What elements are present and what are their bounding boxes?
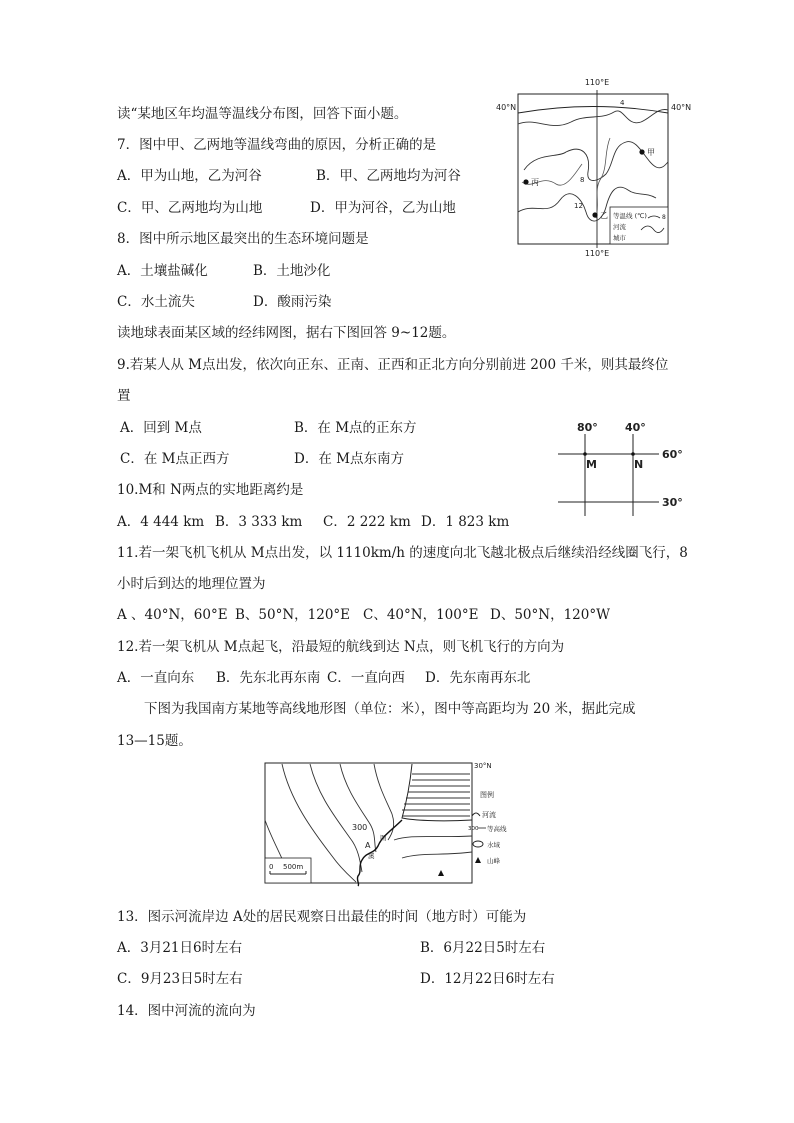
lat-label-30n: 30°N — [474, 762, 492, 770]
legend-river-label: 河流 — [482, 811, 496, 819]
river-central — [596, 138, 610, 218]
label-xi: 溪 — [368, 852, 375, 860]
lon-label-bottom: 110°E — [584, 249, 610, 258]
q9-option-c[interactable]: C．在 M点正西方 — [120, 451, 230, 467]
legend-city-label: 城市 — [613, 234, 626, 242]
lat-label-left: 40°N — [496, 103, 517, 112]
iso-label-8: 8 — [580, 176, 585, 184]
q11-option-a[interactable]: A 、40°N，60°E — [117, 607, 228, 623]
city-yi-dot — [592, 212, 597, 217]
city-jia-label: 甲 — [647, 148, 655, 157]
q10-option-a[interactable]: A．4 444 km — [117, 514, 205, 530]
iso-label-12: 12 — [574, 202, 583, 210]
q8-option-a[interactable]: A．土壤盐碱化 — [117, 263, 208, 279]
q9-option-b[interactable]: B．在 M点的正东方 — [294, 420, 417, 436]
lon-label-40: 40° — [625, 421, 646, 434]
isotherm-map — [496, 72, 692, 262]
isotherm-4 — [518, 109, 668, 125]
city-jia-dot — [639, 149, 644, 154]
legend-title: 图例 — [480, 791, 494, 799]
legend-contour-label: 等高线 — [487, 825, 507, 833]
contour-label-300: 300 — [352, 823, 368, 832]
intro-reading-3-line2: 13—15题。 — [117, 733, 192, 749]
intro-reading-2: 读地球表面某区域的经纬网图，据右下图回答 9~12题。 — [117, 325, 456, 341]
scale-zero: 0 — [269, 863, 274, 871]
q11-option-c[interactable]: C、40°N，100°E — [363, 607, 479, 623]
q7-stem: 7．图中甲、乙两地等温线弯曲的原因，分析正确的是 — [117, 137, 437, 153]
city-bing-dot — [523, 179, 528, 184]
q13-option-a[interactable]: A．3月21日6时左右 — [117, 940, 243, 956]
legend-water-label: 水域 — [487, 841, 500, 849]
label-tu: 图 — [380, 834, 387, 842]
q10-option-d[interactable]: D．1 823 km — [421, 514, 510, 530]
city-bing-label: 丙 — [531, 178, 539, 187]
q11-stem-line2: 小时后到达的地理位置为 — [117, 576, 266, 592]
q9-stem-line2: 置 — [117, 388, 131, 404]
lon-label-top: 110°E — [584, 78, 610, 87]
q7-option-c[interactable]: C．甲、乙两地均为山地 — [117, 200, 263, 216]
lat-label-30: 30° — [662, 496, 683, 509]
latitude-40n-line — [518, 107, 668, 114]
legend-peak-label: 山峰 — [487, 857, 500, 865]
intro-reading-1: 读“某地区年均温等温线分布图，回答下面小题。 — [117, 106, 408, 122]
q13-stem: 13．图示河流岸边 A处的居民观察日出最佳的时间（地方时）可能为 — [117, 909, 527, 925]
point-m-dot — [583, 452, 587, 456]
q8-option-c[interactable]: C．水土流失 — [117, 294, 195, 310]
q7-option-d[interactable]: D．甲为河谷，乙为山地 — [310, 200, 456, 216]
q13-option-b[interactable]: B．6月22日5时左右 — [420, 940, 546, 956]
q10-stem: 10.M和 N两点的实地距离约是 — [117, 482, 304, 498]
legend-peak-symbol — [475, 857, 481, 863]
q12-option-d[interactable]: D．先东南再东北 — [425, 670, 531, 686]
point-m-label: M — [586, 458, 597, 471]
legend-river-label: 河流 — [613, 223, 626, 231]
q12-option-b[interactable]: B．先东北再东南 — [216, 670, 321, 686]
legend-isotherm-sample: 8 — [662, 214, 666, 221]
q12-option-a[interactable]: A．一直向东 — [117, 670, 195, 686]
legend-river-symbol — [472, 813, 480, 816]
point-n-label: N — [634, 458, 644, 471]
q7-option-a[interactable]: A．甲为山地，乙为河谷 — [117, 168, 262, 184]
q7-option-b[interactable]: B．甲、乙两地均为河谷 — [316, 168, 461, 184]
q8-stem: 8．图中所示地区最突出的生态环境问题是 — [117, 231, 369, 247]
q11-stem-line1: 11.若一架飞机飞机从 M点出发，以 1110km/h 的速度向北飞越北极点后继续沿经线圈飞行，8 — [117, 545, 688, 561]
q8-option-d[interactable]: D．酸雨污染 — [253, 294, 332, 310]
q13-option-d[interactable]: D．12月22日6时左右 — [420, 971, 555, 987]
q10-option-b[interactable]: B．3 333 km — [215, 514, 303, 530]
legend-contour-sample: 300 — [468, 826, 479, 832]
q13-option-c[interactable]: C．9月23日5时左右 — [117, 971, 243, 987]
point-a-label: A — [365, 841, 371, 850]
q9-stem-line1: 9.若某人从 M点出发，依次向正东、正南、正西和正北方向分别前进 200 千米，则其最终位 — [117, 357, 669, 373]
intro-reading-3-line1: 下图为我国南方某地等高线地形图（单位：米），图中等高距均为 20 米，据此完成 — [144, 701, 636, 717]
water-body-hatch — [402, 774, 470, 816]
q9-option-d[interactable]: D．在 M点东南方 — [294, 451, 404, 467]
graticule-map — [553, 420, 693, 520]
scale-500: 500m — [283, 863, 304, 871]
contour-map — [262, 760, 507, 886]
q8-option-b[interactable]: B．土地沙化 — [253, 263, 331, 279]
q10-option-c[interactable]: C．2 222 km — [323, 514, 411, 530]
q11-option-d[interactable]: D、50°N，120°W — [490, 607, 610, 623]
mountain-peak-symbol — [438, 870, 444, 876]
city-yi-label: 乙 — [600, 211, 608, 220]
point-n-dot — [631, 452, 635, 456]
legend-water-symbol — [473, 841, 483, 847]
lon-label-80: 80° — [577, 421, 598, 434]
lat-label-right: 40°N — [671, 103, 692, 112]
q14-stem: 14．图中河流的流向为 — [117, 1003, 256, 1019]
iso-label-4: 4 — [620, 99, 625, 107]
lat-label-60: 60° — [662, 448, 683, 461]
q12-option-c[interactable]: C．一直向西 — [327, 670, 405, 686]
q9-option-a[interactable]: A．回到 M点 — [120, 420, 202, 436]
legend-isotherm-label: 等温线 (℃) — [613, 212, 647, 220]
q12-stem: 12.若一架飞机从 M点起飞，沿最短的航线到达 N点，则飞机飞行的方向为 — [117, 639, 565, 655]
q11-option-b[interactable]: B、50°N，120°E — [235, 607, 351, 623]
